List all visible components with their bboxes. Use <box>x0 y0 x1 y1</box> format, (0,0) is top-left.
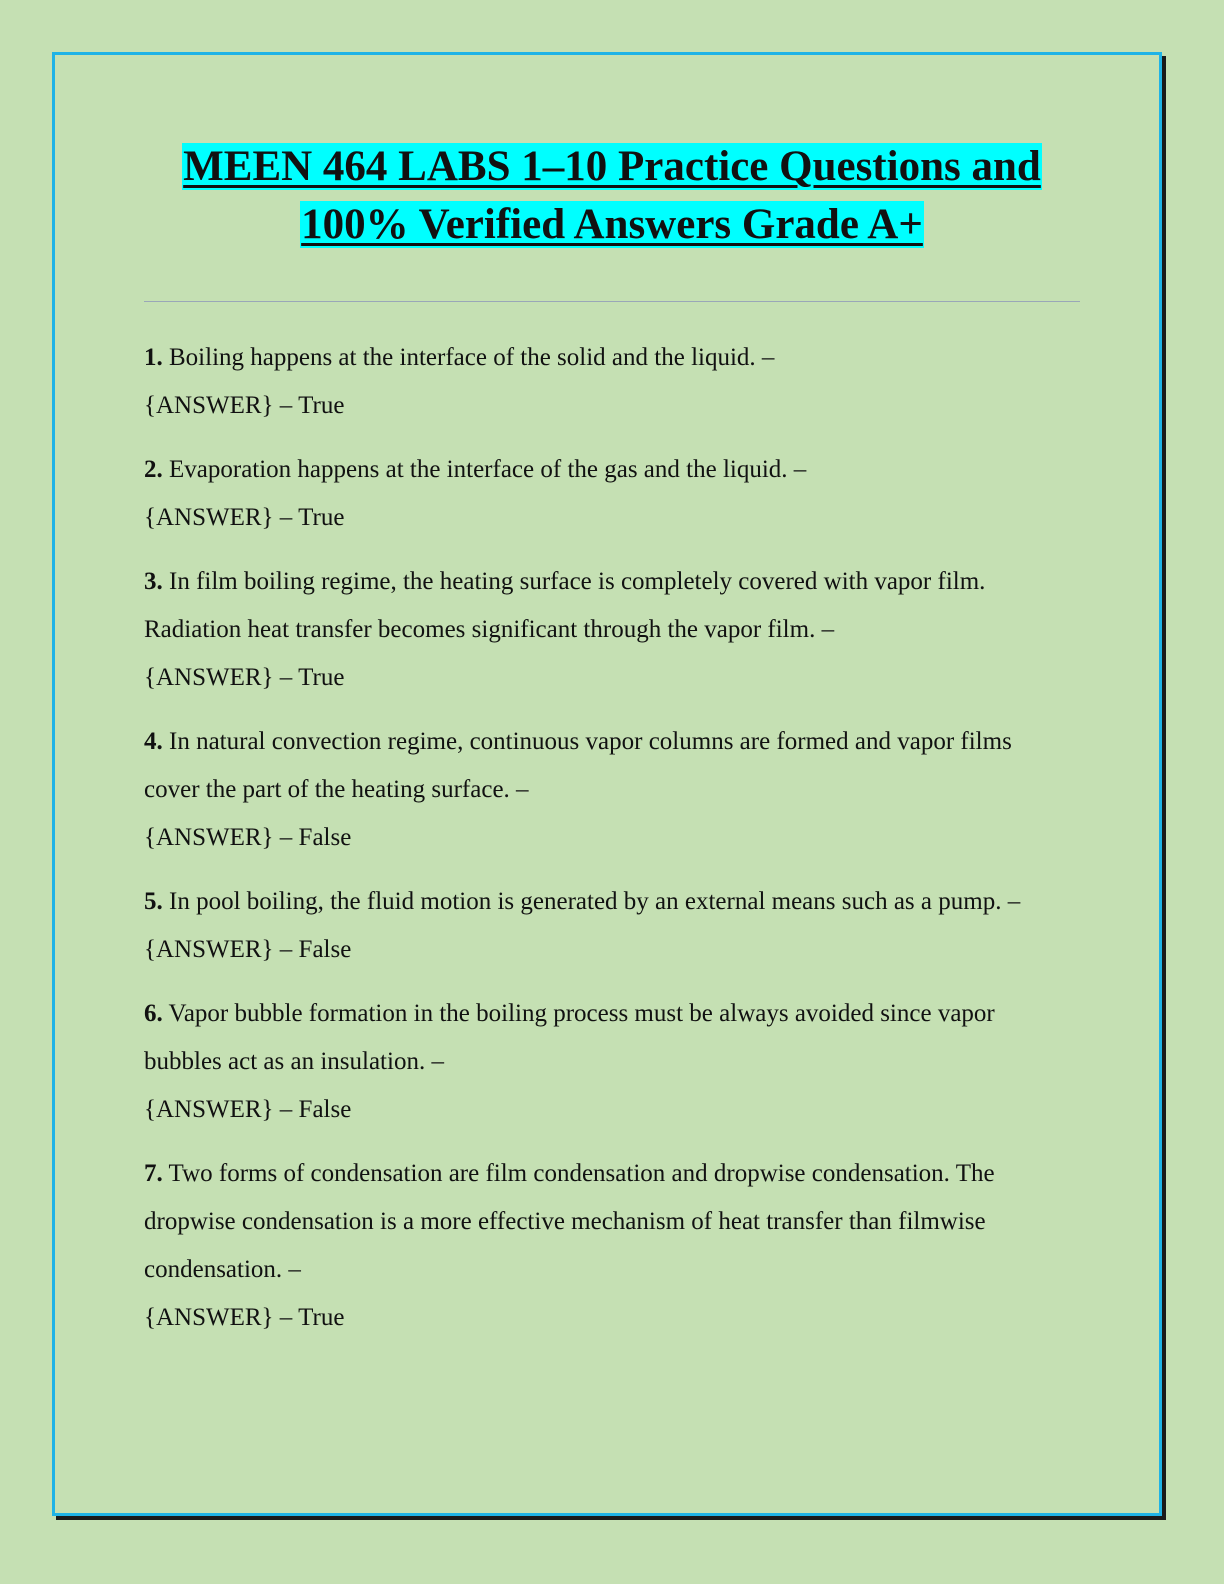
question-number: 1. <box>144 344 163 371</box>
question-item <box>144 446 1064 542</box>
question-number: 2. <box>144 456 163 483</box>
question-item <box>144 878 1064 974</box>
question-text: In natural convection regime, continuous vapor columns are formed and vapor films cover the part of the heating surface. – <box>144 728 1012 803</box>
question-item <box>144 718 1064 862</box>
answer-text: {ANSWER} – False <box>144 824 352 851</box>
question-item <box>144 1150 1064 1342</box>
answer-text: {ANSWER} – True <box>144 664 345 691</box>
question-text: Two forms of condensation are film condensation and dropwise condensation. The dropwise condensation is a more effective mechanism of heat transfer than filmwise condensation. – <box>144 1160 995 1283</box>
question-item <box>144 334 1064 430</box>
question-text: Vapor bubble formation in the boiling process must be always avoided since vapor bubbles act as an insulation. – <box>144 1000 995 1075</box>
document-title <box>100 138 1124 254</box>
question-text: In film boiling regime, the heating surface is completely covered with vapor film. Radiation heat transfer becomes significant through the vapor film. – <box>144 568 986 643</box>
answer-text: {ANSWER} – True <box>144 504 345 531</box>
question-item <box>144 558 1064 702</box>
question-list <box>144 334 1064 1358</box>
answer-text: {ANSWER} – False <box>144 1096 352 1123</box>
title-divider <box>144 301 1080 302</box>
title-line-1: MEEN 464 LABS 1–10 Practice Questions and <box>183 143 1041 190</box>
answer-text: {ANSWER} – True <box>144 392 345 419</box>
answer-text: {ANSWER} – False <box>144 936 352 963</box>
question-item <box>144 990 1064 1134</box>
question-text: Boiling happens at the interface of the solid and the liquid. – <box>162 344 775 371</box>
question-number: 5. <box>144 888 163 915</box>
question-text: Evaporation happens at the interface of the gas and the liquid. – <box>162 456 807 483</box>
question-number: 7. <box>144 1160 163 1187</box>
title-line-2: 100% Verified Answers Grade A+ <box>301 201 923 248</box>
question-number: 4. <box>144 728 163 755</box>
question-number: 6. <box>144 1000 163 1027</box>
question-text: In pool boiling, the fluid motion is generated by an external means such as a pump. – <box>162 888 1021 915</box>
question-number: 3. <box>144 568 163 595</box>
answer-text: {ANSWER} – True <box>144 1304 345 1331</box>
